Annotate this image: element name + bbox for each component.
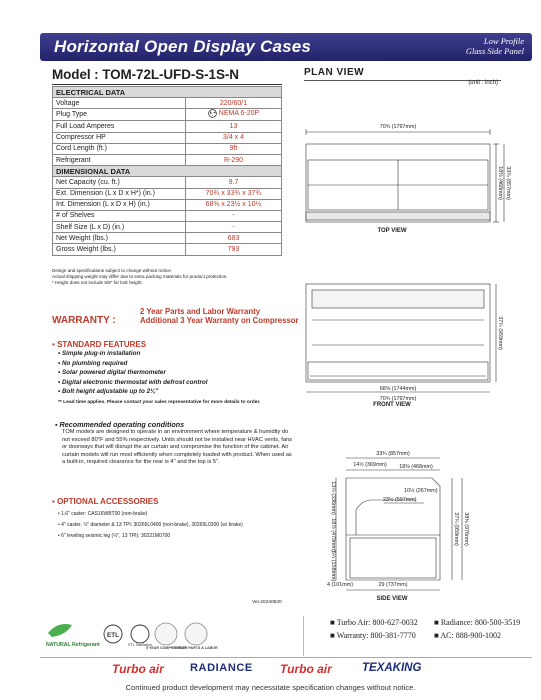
- list-item: • 4" caster, ½" diameter & 13 TPI: 30265L0400 (non-brake), 30265L0300 (w/ brake): [58, 521, 243, 528]
- dim-front-height: 37¾ (959mm): [497, 316, 503, 350]
- dim-top-depth: 33¾ (857mm): [505, 166, 511, 200]
- list-item: • 6" leveling seismic leg (½", 13 TPI): 30221M0700: [58, 532, 171, 539]
- spec-value: R-290: [186, 154, 282, 165]
- operating-title-text: Recommended operating conditions: [59, 420, 185, 429]
- spec-label: Net Weight (lbs.): [53, 233, 186, 244]
- dim-side-c: 23½ (597mm): [383, 497, 417, 503]
- list-item: • Simple plug-in installation: [58, 350, 141, 357]
- spec-value: 68⅝ x 23½ x 10½: [186, 199, 282, 210]
- plan-view-title: PLAN VIEW: [304, 67, 365, 78]
- dim-side-d: 10½ (267mm): [404, 488, 438, 494]
- dim-top-width: 70¾ (1797mm): [379, 124, 417, 130]
- spec-value: 683: [186, 233, 282, 244]
- divider: [303, 616, 304, 656]
- spec-value: 3/4 x 4: [186, 132, 282, 143]
- certification-icons: [44, 619, 284, 653]
- warranty-label: WARRANTY :: [52, 315, 116, 326]
- spec-value: 13: [186, 121, 282, 132]
- two-year-parts-labor-icon: [174, 623, 218, 650]
- features-title-text: STANDARD FEATURES: [57, 340, 147, 349]
- dim-side-k: 38⅜ (976mm): [463, 512, 469, 546]
- note-line: Actual shipping weight may differ due to extra packing materials for product protection.: [52, 274, 228, 279]
- warranty-line-2: Additional 3 Year Warranty on Compressor: [140, 316, 299, 325]
- compressor-warranty-label: 5 YEAR COMPRESSOR: [146, 646, 186, 650]
- spec-label: Compressor HP: [53, 132, 186, 143]
- front-view-drawing: [306, 284, 496, 392]
- features-title: ▪ STANDARD FEATURES: [52, 340, 147, 349]
- dim-side-h: 4 (101mm): [326, 582, 354, 588]
- side-view-label: SIDE VIEW: [376, 596, 408, 602]
- dim-side-i: 29 (737mm): [378, 582, 408, 588]
- feature-text: Bolt height adjustable up to 2⅛": [61, 388, 159, 396]
- spec-label: Voltage: [53, 98, 186, 109]
- footer-text: Continued product development may necessitate specification changes without notice.: [125, 683, 416, 692]
- spec-value: -: [186, 222, 282, 233]
- page-title: Horizontal Open Display Cases: [54, 37, 312, 56]
- etl-sanitation-label: ETL Sanitation: [128, 643, 152, 647]
- texaking-logo: TEXAKING: [362, 662, 422, 674]
- top-view-label: TOP VIEW: [377, 228, 407, 234]
- spec-label: Plug Type: [53, 109, 186, 121]
- list-item: • Bolt height adjustable up to 2⅛": [58, 388, 159, 396]
- feature-text: Digital electronic thermostat with defrost control: [61, 378, 208, 386]
- feature-text: Simple plug-in installation: [61, 350, 141, 357]
- dim-side-a: 14½ (369mm): [353, 462, 387, 468]
- unit-label: (unit : inch): [468, 80, 498, 86]
- operating-title: ▪ Recommended operating conditions: [55, 420, 185, 429]
- spec-value: 70¾ x 33¾ x 37¾: [186, 188, 282, 199]
- spec-label: Full Load Amperes: [53, 121, 186, 132]
- spec-label: Gross Weight (lbs.): [53, 244, 186, 255]
- parts-labor-warranty-label: 2 YEAR PARTS & LABOR: [174, 646, 218, 650]
- dim-side-j: 37¾ (959mm): [453, 512, 459, 546]
- dim-side-b: 18⅜ (468mm): [399, 464, 433, 470]
- spec-label: Int. Dimension (L x D x H) (in.): [53, 199, 186, 210]
- dim-front-inner-width: 68⅝ (1744mm): [379, 386, 417, 392]
- contact-warranty: ■ Warranty: 800-381-7770: [330, 631, 416, 640]
- contact-text: Warranty: 800-381-7770: [336, 631, 416, 640]
- accessories-title-text: OPTIONAL ACCESSORIES: [57, 497, 159, 506]
- version-label: Ver.20240530: [252, 600, 282, 605]
- spec-label: Cord Length (ft.): [53, 143, 186, 154]
- spec-value: 9ft: [186, 143, 282, 154]
- natural-refrigerant-icon: [46, 624, 100, 648]
- contact-ac: ■ AC: 888-900-1002: [434, 631, 502, 640]
- operating-text: TOM models are designed to operate in an environment where temperature & humidity do not exceed 80°F and 55% respectively. Units should not be installed near HVAC vents, fans or doorways that will disrupt the air curtain and compromise the function of the cabinet. Air curtain models will run most efficiently when completely loaded with product. When used as a built-in, required clearance for the rear is 4" and the top is 5".: [62, 429, 293, 466]
- contact-text: Turbo Air: 800-627-0032: [336, 618, 418, 627]
- etl-label: ETL: [106, 632, 120, 639]
- feature-text: Solar powered digital thermometer: [61, 369, 166, 377]
- top-view-drawing: [306, 129, 504, 222]
- contact-block: [330, 616, 521, 642]
- side-view-drawing: [336, 458, 462, 590]
- dim-side-depth: 33¾ (857mm): [376, 451, 410, 457]
- subtitle-line-1: Low Profile: [483, 36, 524, 46]
- contact-text: Radiance: 800-500-3519: [440, 618, 521, 627]
- contact-radiance: ■ Radiance: 800-500-3519: [434, 618, 521, 627]
- spec-value: 793: [186, 244, 282, 255]
- dim-top-depth-inner: 18⅜ (468mm): [497, 166, 503, 200]
- brand-logos: [90, 658, 490, 680]
- list-item: • Digital electronic thermostat with defrost control: [58, 378, 208, 386]
- etl-sanitation-icon: [128, 625, 151, 647]
- radiance-logo: RADIANCE: [190, 662, 253, 674]
- spec-label: Net Capacity (cu. ft.): [53, 177, 186, 188]
- turbo-air-logo-2: Turbo air: [280, 662, 332, 676]
- spec-label: Shelf Size (L x D) (in.): [53, 222, 186, 233]
- note-line: * Height does not include 5/8" for bolt height.: [52, 280, 143, 285]
- spec-value: -: [186, 210, 282, 221]
- list-item: • No plumbing required: [58, 359, 128, 367]
- spec-label: # of Shelves: [53, 210, 186, 221]
- front-view-label: FRONT VIEW: [373, 402, 411, 408]
- spec-value: 9.7: [186, 177, 282, 188]
- accessories-title: ▪ OPTIONAL ACCESSORIES: [52, 497, 159, 506]
- dim-side-f: 18⅞ (479mm): [330, 518, 336, 552]
- natural-refrigerant-label: NATURAL Refrigerant: [46, 642, 100, 648]
- etl-listed-icon: [104, 625, 122, 643]
- note-line: Design and specifications subject to change without notice.: [52, 268, 173, 273]
- plug-type-value: NEMA 6-20P: [218, 110, 260, 118]
- dim-side-e: 13¼ (336mm): [330, 481, 336, 515]
- spec-value: 220/60/1: [186, 98, 282, 109]
- spec-label: Ext. Dimension (L x D x H*) (in.): [53, 188, 186, 199]
- list-item: • Solar powered digital thermometer: [58, 369, 166, 377]
- subtitle-line-2: Glass Side Panel: [465, 46, 524, 56]
- turbo-air-logo: Turbo air: [112, 662, 164, 676]
- dim-side-g: 6¼ (158mm): [330, 550, 336, 582]
- contact-text: AC: 888-900-1002: [440, 631, 502, 640]
- warranty-line-1: 2 Year Parts and Labor Warranty: [140, 307, 261, 316]
- electrical-section-title: ELECTRICAL DATA: [53, 87, 282, 98]
- certification-badges: [44, 619, 284, 658]
- spec-label: Refrigerant: [53, 154, 186, 165]
- dim-front-width: 70¾ (1797mm): [379, 396, 417, 402]
- dimensional-section-title: DIMENSIONAL DATA: [53, 166, 282, 177]
- list-item: • 1.6" caster: CAS16WBT00 (non-brake): [58, 511, 148, 517]
- contact-turbo-air: ■ Turbo Air: 800-627-0032: [330, 618, 418, 627]
- feature-text: No plumbing required: [61, 359, 128, 367]
- lead-time-note: ** Lead time applies. Please contact your sales representative for more details to order.: [58, 400, 261, 405]
- model-name: Model : TOM-72L-UFD-S-1S-N: [52, 67, 239, 82]
